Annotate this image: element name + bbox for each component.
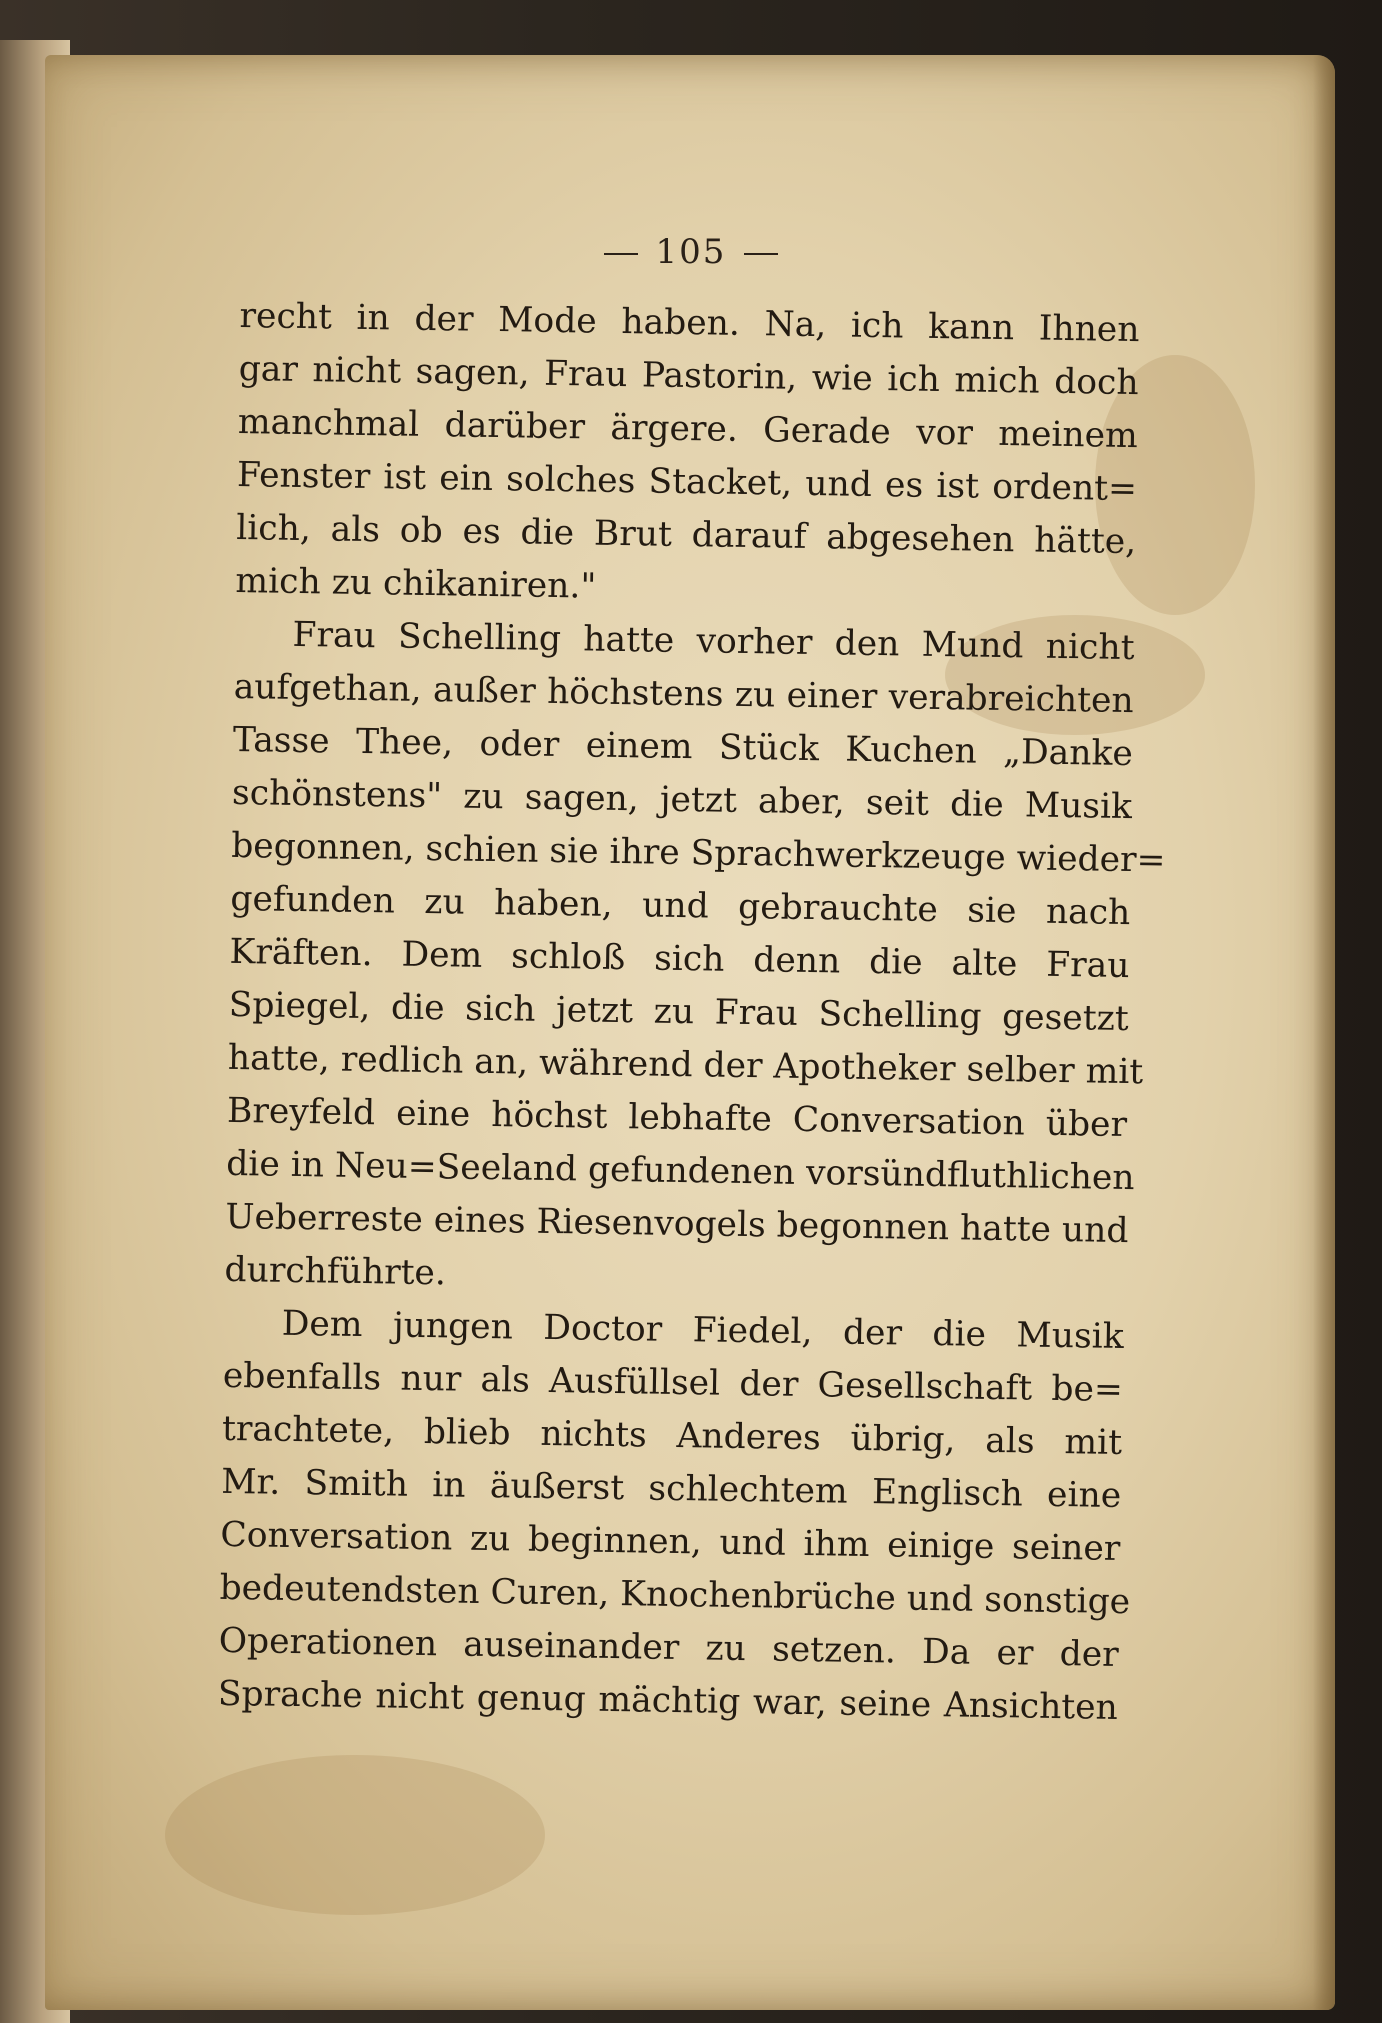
paragraph-2 — [224, 608, 1166, 1311]
text-line: aufgethan, außer höchstens zu einer verabreichten — [233, 666, 1134, 722]
text-line: Ueberreste eines Riesenvogels begonnen hatte und — [225, 1196, 1129, 1252]
text-line: Dem jungen Doctor Fiedel, der die Musik — [281, 1303, 1124, 1358]
text-line: mich zu chikaniren." — [235, 560, 597, 607]
text-line: Operationen auseinander zu setzen. Da er der — [218, 1620, 1119, 1675]
page-number-ornament-left — [604, 253, 638, 255]
text-line: manchmal darüber ärgere. Gerade vor meinem — [237, 401, 1139, 457]
text-line: trachtete, blieb nichts Anderes übrig, als mit — [221, 1408, 1123, 1463]
text-line: Conversation zu beginnen, und ihm einige seiner — [220, 1514, 1121, 1569]
page-number — [0, 232, 1382, 272]
text-line: Tasse Thee, oder einem Stück Kuchen „Danke — [232, 719, 1134, 775]
text-line: begonnen, schien sie ihre Sprachwerkzeuge wieder= — [230, 825, 1166, 881]
text-line: bedeutendsten Curen, Knochenbrüche und sonstige — [219, 1567, 1131, 1623]
text-line: Breyfeld eine höchst lebhafte Conversation über — [226, 1090, 1128, 1146]
text-line: recht in der Mode haben. Na, ich kann Ihnen — [239, 295, 1140, 351]
text-line: gar nicht sagen, Frau Pastorin, wie ich mich doch — [238, 348, 1139, 404]
text-line: hatte, redlich an, während der Apotheker selber mit — [227, 1037, 1144, 1093]
paragraph-1 — [235, 290, 1140, 622]
text-line: gefunden zu haben, und gebrauchte sie nach — [230, 878, 1131, 934]
text-line: Spiegel, die sich jetzt zu Frau Schelling gesetzt — [228, 984, 1129, 1040]
text-line: Fenster ist ein solches Stacket, und es ist ordent= — [236, 454, 1138, 510]
text-line: durchführte. — [224, 1249, 447, 1294]
page-edge — [1313, 55, 1335, 2010]
paper-stain — [165, 1755, 545, 1915]
text-line: die in Neu=Seeland gefundenen vorsündfluthlichen — [225, 1143, 1135, 1199]
page-number-text: 105 — [655, 232, 727, 272]
body-text — [217, 290, 1166, 1735]
paragraph-3 — [217, 1297, 1131, 1735]
text-line: Sprache nicht genug mächtig war, seine Ansichten — [217, 1673, 1119, 1728]
page-number-ornament-right — [744, 253, 778, 255]
text-line: lich, als ob es die Brut darauf abgesehen hätte, — [235, 507, 1137, 563]
text-line: Frau Schelling hatte vorher den Mund nicht — [292, 614, 1135, 669]
text-line: schönstens" zu sagen, jetzt aber, seit die Musik — [231, 772, 1133, 828]
text-line: Kräften. Dem schloß sich denn die alte Frau — [229, 931, 1130, 987]
text-line: ebenfalls nur als Ausfüllsel der Gesellschaft be= — [222, 1355, 1124, 1411]
text-line: Mr. Smith in äußerst schlechtem Englisch eine — [220, 1461, 1122, 1516]
